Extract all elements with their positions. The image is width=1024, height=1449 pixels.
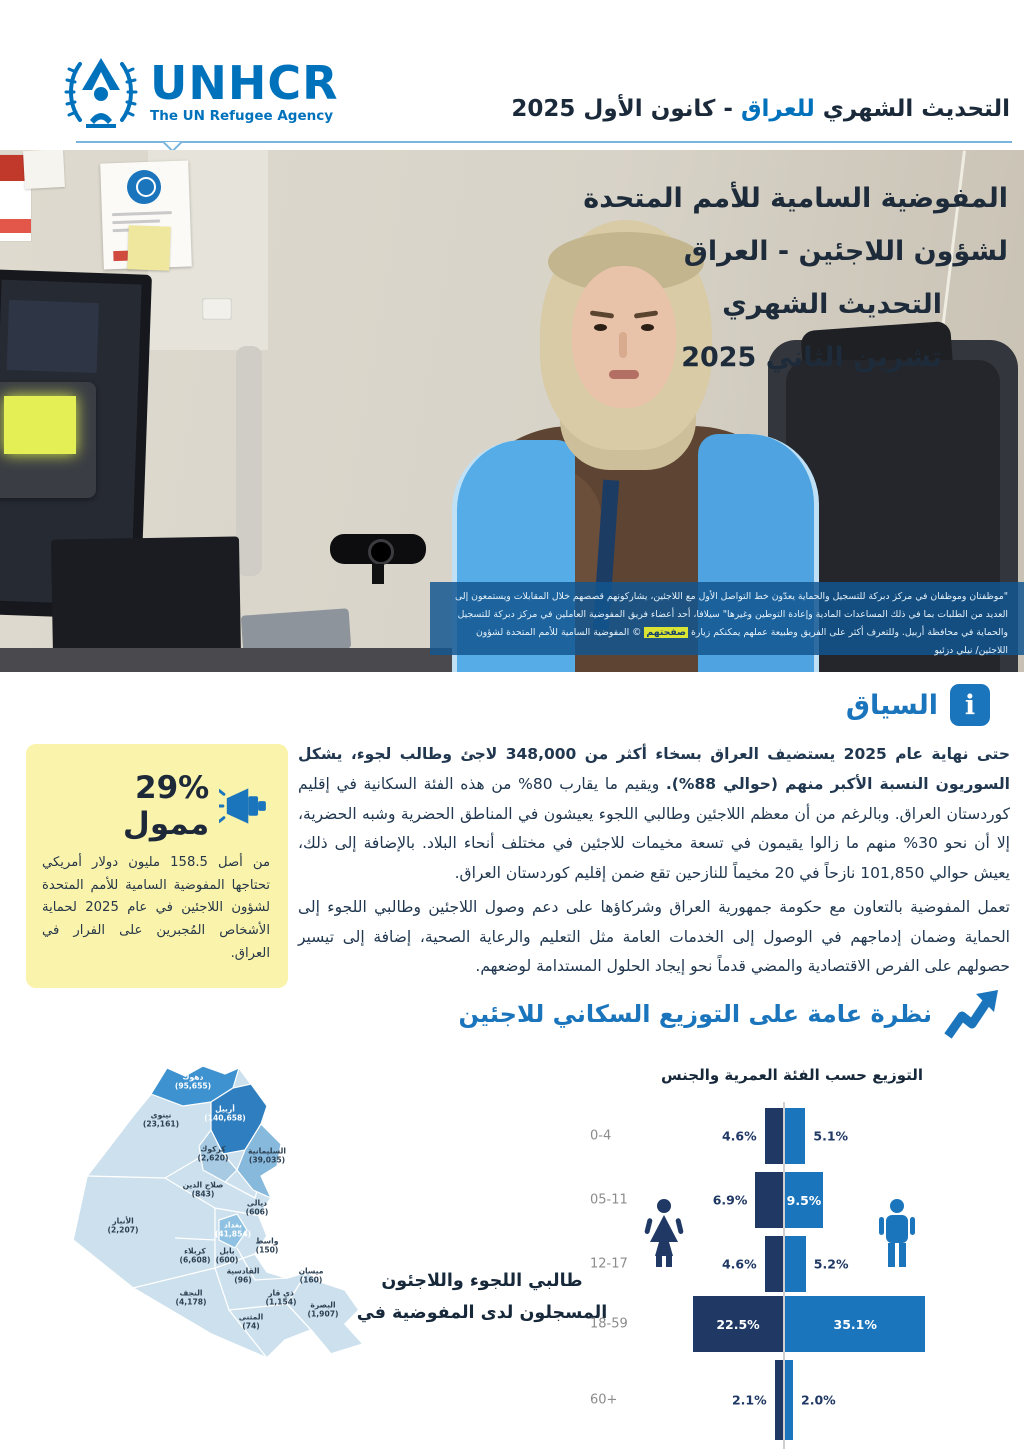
pyramid-row xyxy=(572,1108,1012,1164)
iraq-map xyxy=(15,1058,380,1376)
bar-male xyxy=(785,1360,793,1440)
biometric-scanner xyxy=(0,382,96,498)
info-icon: i xyxy=(950,684,990,726)
bar-value-label: 5.2% xyxy=(813,1256,849,1272)
map-region-label: ديالى (606) xyxy=(245,1198,269,1217)
scanner-screen xyxy=(4,396,76,454)
unhcr-emblem-icon xyxy=(62,50,140,134)
hero-photo xyxy=(0,150,1024,672)
context-paragraph-1-rest: ويقيم ما يقارب 80% من هذه الفئة السكانية في إقليم كوردستان العراق. وبالرغم من أن معظم اللاجئين وطالبي اللجوء يعيشون في المناطق الحضرية وشبه الحضرية، إلا أن نحو 30% منهم ما زالوا يقيمون في تسعة مخيمات للاجئين في مختلف أنحاء البلاد. بالإضافة إلى ذلك، يعيش حوالي 101,850 نازحاً في 20 مخيماً للنازحين تقع ضمن إقليم كوردستان العراق. xyxy=(298,774,1010,882)
hero-title xyxy=(538,172,1008,384)
hero-title-line: لشؤون اللاجئين - العراق xyxy=(683,236,1008,267)
age-group-label: 18-59 xyxy=(590,1316,628,1332)
card-unhcr-emblem-icon xyxy=(126,169,161,204)
map-region-label: بغداد (41,854) xyxy=(214,1220,252,1239)
hero-title-line: تشرين الثاني 2025 xyxy=(681,342,942,373)
pyramid-row xyxy=(572,1172,1012,1228)
funding-title: 29% ممول xyxy=(122,770,210,842)
map-region-label: نينوى (23,161) xyxy=(142,1110,180,1129)
header-divider xyxy=(76,141,1012,143)
page-title xyxy=(511,96,1010,122)
trend-arrow-icon xyxy=(944,988,1000,1040)
map-region-label: السليمانية (39,035) xyxy=(248,1146,286,1165)
title-suffix: - كانون الأول 2025 xyxy=(511,96,741,122)
bar-value-label: 4.6% xyxy=(721,1128,757,1144)
map-note: طالبي اللجوء واللاجئون المسجلون لدى المفوضية في xyxy=(356,1271,608,1323)
pyramid-row xyxy=(572,1236,1012,1292)
caption-credit: © المفوضية السامية للأمم المتحدة لشؤون اللاجئين/ نيلي دزئيو xyxy=(475,627,1008,657)
bar-value-label: 2.1% xyxy=(731,1392,767,1408)
section-overview xyxy=(458,988,1000,1040)
map-region-label: صلاح الدين (843) xyxy=(182,1180,224,1199)
context-paragraphs xyxy=(298,740,1010,986)
bar-female xyxy=(755,1172,783,1228)
pyramid-row xyxy=(572,1296,1012,1352)
section-overview-title: نظرة عامة على التوزيع السكاني للاجئين xyxy=(458,1000,932,1028)
caption-link[interactable]: صفحتهم xyxy=(646,627,687,639)
bar-male xyxy=(785,1236,806,1292)
map-region-label: بابل (600) xyxy=(215,1246,239,1265)
monitor-bottom xyxy=(51,536,241,659)
bar-female xyxy=(775,1360,783,1440)
bar-value-label: 35.1% xyxy=(833,1316,877,1332)
section-context-title: السياق xyxy=(845,689,938,721)
map-region-label: البصرة (1,907) xyxy=(307,1300,339,1319)
age-group-label: 12-17 xyxy=(590,1256,628,1272)
bar-male xyxy=(785,1172,823,1228)
webcam xyxy=(330,534,426,564)
photo-caption xyxy=(430,582,1024,655)
funding-body: من أصل 158.5 مليون دولار أمريكي تحتاجها المفوضية السامية للأمم المتحدة لشؤون اللاجئين في عام 2025 لحماية الأشخاص المُجبرين على الفرار في العراق. xyxy=(42,855,271,961)
bar-male xyxy=(785,1108,805,1164)
chart-title: التوزيع حسب الفئة العمرية والجنس xyxy=(660,1066,924,1084)
bar-value-label: 4.6% xyxy=(721,1256,757,1272)
bar-value-label: 6.9% xyxy=(712,1192,748,1208)
megaphone-icon xyxy=(219,784,270,828)
caption-text: "موظفتان وموظفان في مركز دبركة للتسجيل والحماية يعدّون خط التواصل الأول مع اللاجئين، يشاركونهم قصصهم خلال المقابلات ويستمعون إلى العديد من الطلبات بما في ذلك المساعدات المادية وإعادة التوطين وغيرها" سيلافا، أحد أعضاء فريق المفوضية العاملين في مركز دبركة للتسجيل والحماية في محافظة أربيل. وللتعرف أكثر على الفريق وطبيعة عملهم يمكنكم زيارة xyxy=(455,591,1008,639)
bar-value-label: 22.5% xyxy=(716,1316,760,1332)
age-gender-chart xyxy=(572,1066,1012,1449)
map-region-label: واسط (150) xyxy=(255,1236,279,1255)
age-group-label: 0-4 xyxy=(590,1128,612,1144)
funding-box xyxy=(26,744,288,988)
logo-tagline: The UN Refugee Agency xyxy=(150,108,334,124)
map-region-label: المثنى (74) xyxy=(238,1312,264,1331)
wall-tag xyxy=(127,225,171,270)
desk xyxy=(0,648,460,672)
age-group-label: 05-11 xyxy=(590,1192,628,1208)
bar-value-label: 9.5% xyxy=(786,1192,822,1208)
bar-female xyxy=(765,1108,783,1164)
bar-value-label: 5.1% xyxy=(813,1128,849,1144)
unhcr-logo xyxy=(62,50,339,134)
iraq-map-svg xyxy=(15,1058,380,1376)
wall-socket xyxy=(202,298,232,320)
context-paragraph-1-lead: حتى نهاية عام 2025 يستضيف العراق بسخاء أكثر من 348,000 لاجئ وطالب لجوء، يشكل السوريون النسبة الأكبر منهم (حوالي 88%). xyxy=(298,745,1011,793)
map-region-label: كركوك (2,620) xyxy=(197,1144,229,1163)
pyramid-row xyxy=(572,1360,1012,1440)
map-region-label: ذي قار (1,154) xyxy=(265,1288,297,1307)
bar-male xyxy=(785,1296,925,1352)
map-region-label: النجف (4,178) xyxy=(175,1288,207,1307)
logo-wordmark: UNHCR xyxy=(150,56,339,110)
bar-value-label: 2.0% xyxy=(801,1392,836,1408)
hero-title-line: المفوضية السامية للأمم المتحدة xyxy=(583,183,1008,214)
map-region-label: القادسية (96) xyxy=(226,1266,260,1285)
section-context xyxy=(846,684,990,726)
bar-female xyxy=(693,1296,783,1352)
wall-card-small xyxy=(23,150,65,189)
map-region-label: دهوك (95,655) xyxy=(174,1072,212,1091)
monitor-arm xyxy=(236,346,262,576)
map-region-label: كربلاء (6,608) xyxy=(179,1246,211,1265)
bar-female xyxy=(765,1236,783,1292)
map-region-label: الأنبار (2,207) xyxy=(107,1216,139,1235)
map-region-label: أربيل (140,658) xyxy=(204,1104,246,1123)
context-paragraph-1 xyxy=(298,740,1010,889)
title-highlight: للعراق xyxy=(740,96,815,122)
age-group-label: 60+ xyxy=(590,1392,618,1408)
context-paragraph-2: تعمل المفوضية بالتعاون مع حكومة جمهورية العراق وشركاؤها على دعم وصول اللاجئين وطالبي اللجوء إلى الحماية وضمان إدماجهم في الوصول إلى الخدمات العامة مثل التعليم والرعاية الصحية، إضافة إلى تيسير حصولهم على الفرص الاقتصادية والمضي قدماً نحو إيجاد الحلول المستدامة لوضعهم. xyxy=(298,897,1010,976)
title-prefix: التحديث الشهري xyxy=(814,96,1010,122)
map-region-label: ميسان (160) xyxy=(298,1266,324,1285)
hero-title-line: التحديث الشهري xyxy=(722,289,942,320)
